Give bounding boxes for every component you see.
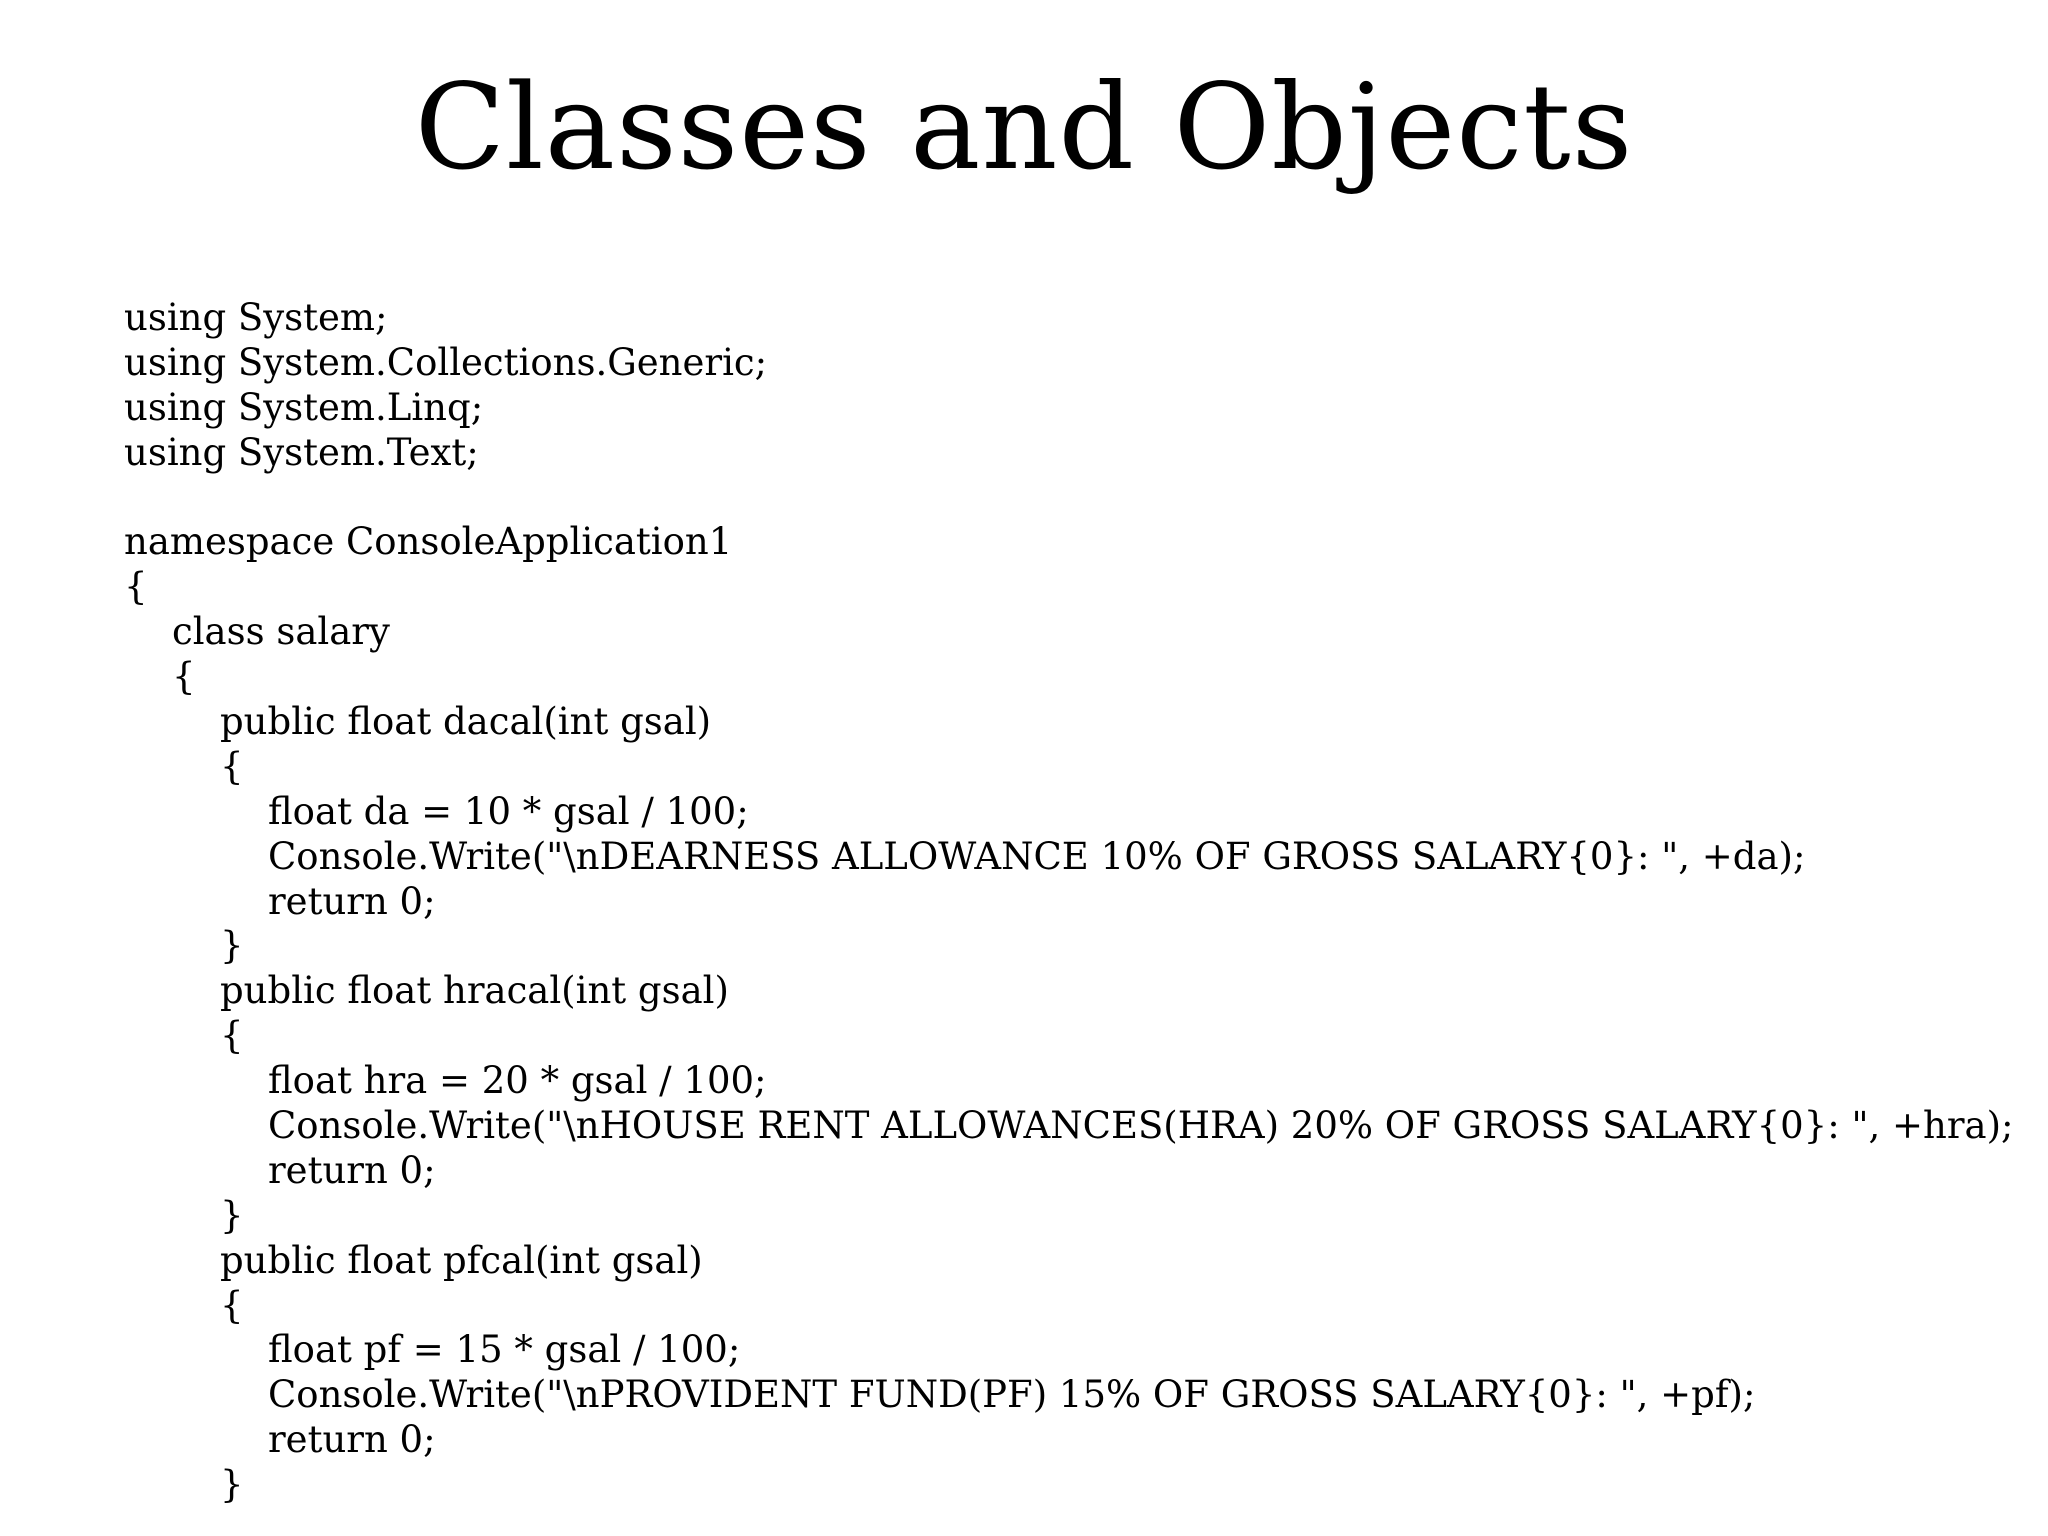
code-line: {: [220, 1283, 244, 1327]
code-line: public float pfcal(int gsal): [220, 1238, 703, 1282]
code-line: Console.Write("\nHOUSE RENT ALLOWANCES(HRA) 20% OF GROSS SALARY{0}: ", +hra);: [268, 1104, 2014, 1148]
code-line: return 0;: [268, 879, 436, 923]
code-line: using System.Collections.Generic;: [124, 340, 768, 384]
code-line: class salary: [172, 610, 390, 654]
code-line: return 0;: [268, 1418, 436, 1462]
code-line: float da = 10 * gsal / 100;: [268, 789, 749, 833]
code-line: public float hracal(int gsal): [220, 969, 729, 1013]
code-line: {: [220, 1014, 244, 1058]
code-line: }: [220, 1193, 244, 1237]
code-line: {: [172, 655, 196, 699]
code-block: [124, 296, 2024, 1508]
code-line: {: [220, 744, 244, 788]
code-line: [124, 476, 2024, 521]
code-line: namespace ConsoleApplication1: [124, 520, 733, 564]
slide-title: Classes and Objects: [414, 58, 1634, 196]
code-line: float pf = 15 * gsal / 100;: [268, 1328, 741, 1372]
code-line: }: [220, 1463, 244, 1507]
code-line: float hra = 20 * gsal / 100;: [268, 1059, 767, 1103]
code-line: using System.Linq;: [124, 385, 484, 429]
code-line: Console.Write("\nPROVIDENT FUND(PF) 15% OF GROSS SALARY{0}: ", +pf);: [268, 1373, 1756, 1417]
code-line: {: [124, 565, 148, 609]
code-line: Console.Write("\nDEARNESS ALLOWANCE 10% OF GROSS SALARY{0}: ", +da);: [268, 834, 1806, 878]
code-line: return 0;: [268, 1148, 436, 1192]
code-line: }: [220, 924, 244, 968]
code-line: using System;: [124, 296, 388, 339]
code-line: using System.Text;: [124, 430, 479, 474]
code-line: public float dacal(int gsal): [220, 700, 712, 744]
